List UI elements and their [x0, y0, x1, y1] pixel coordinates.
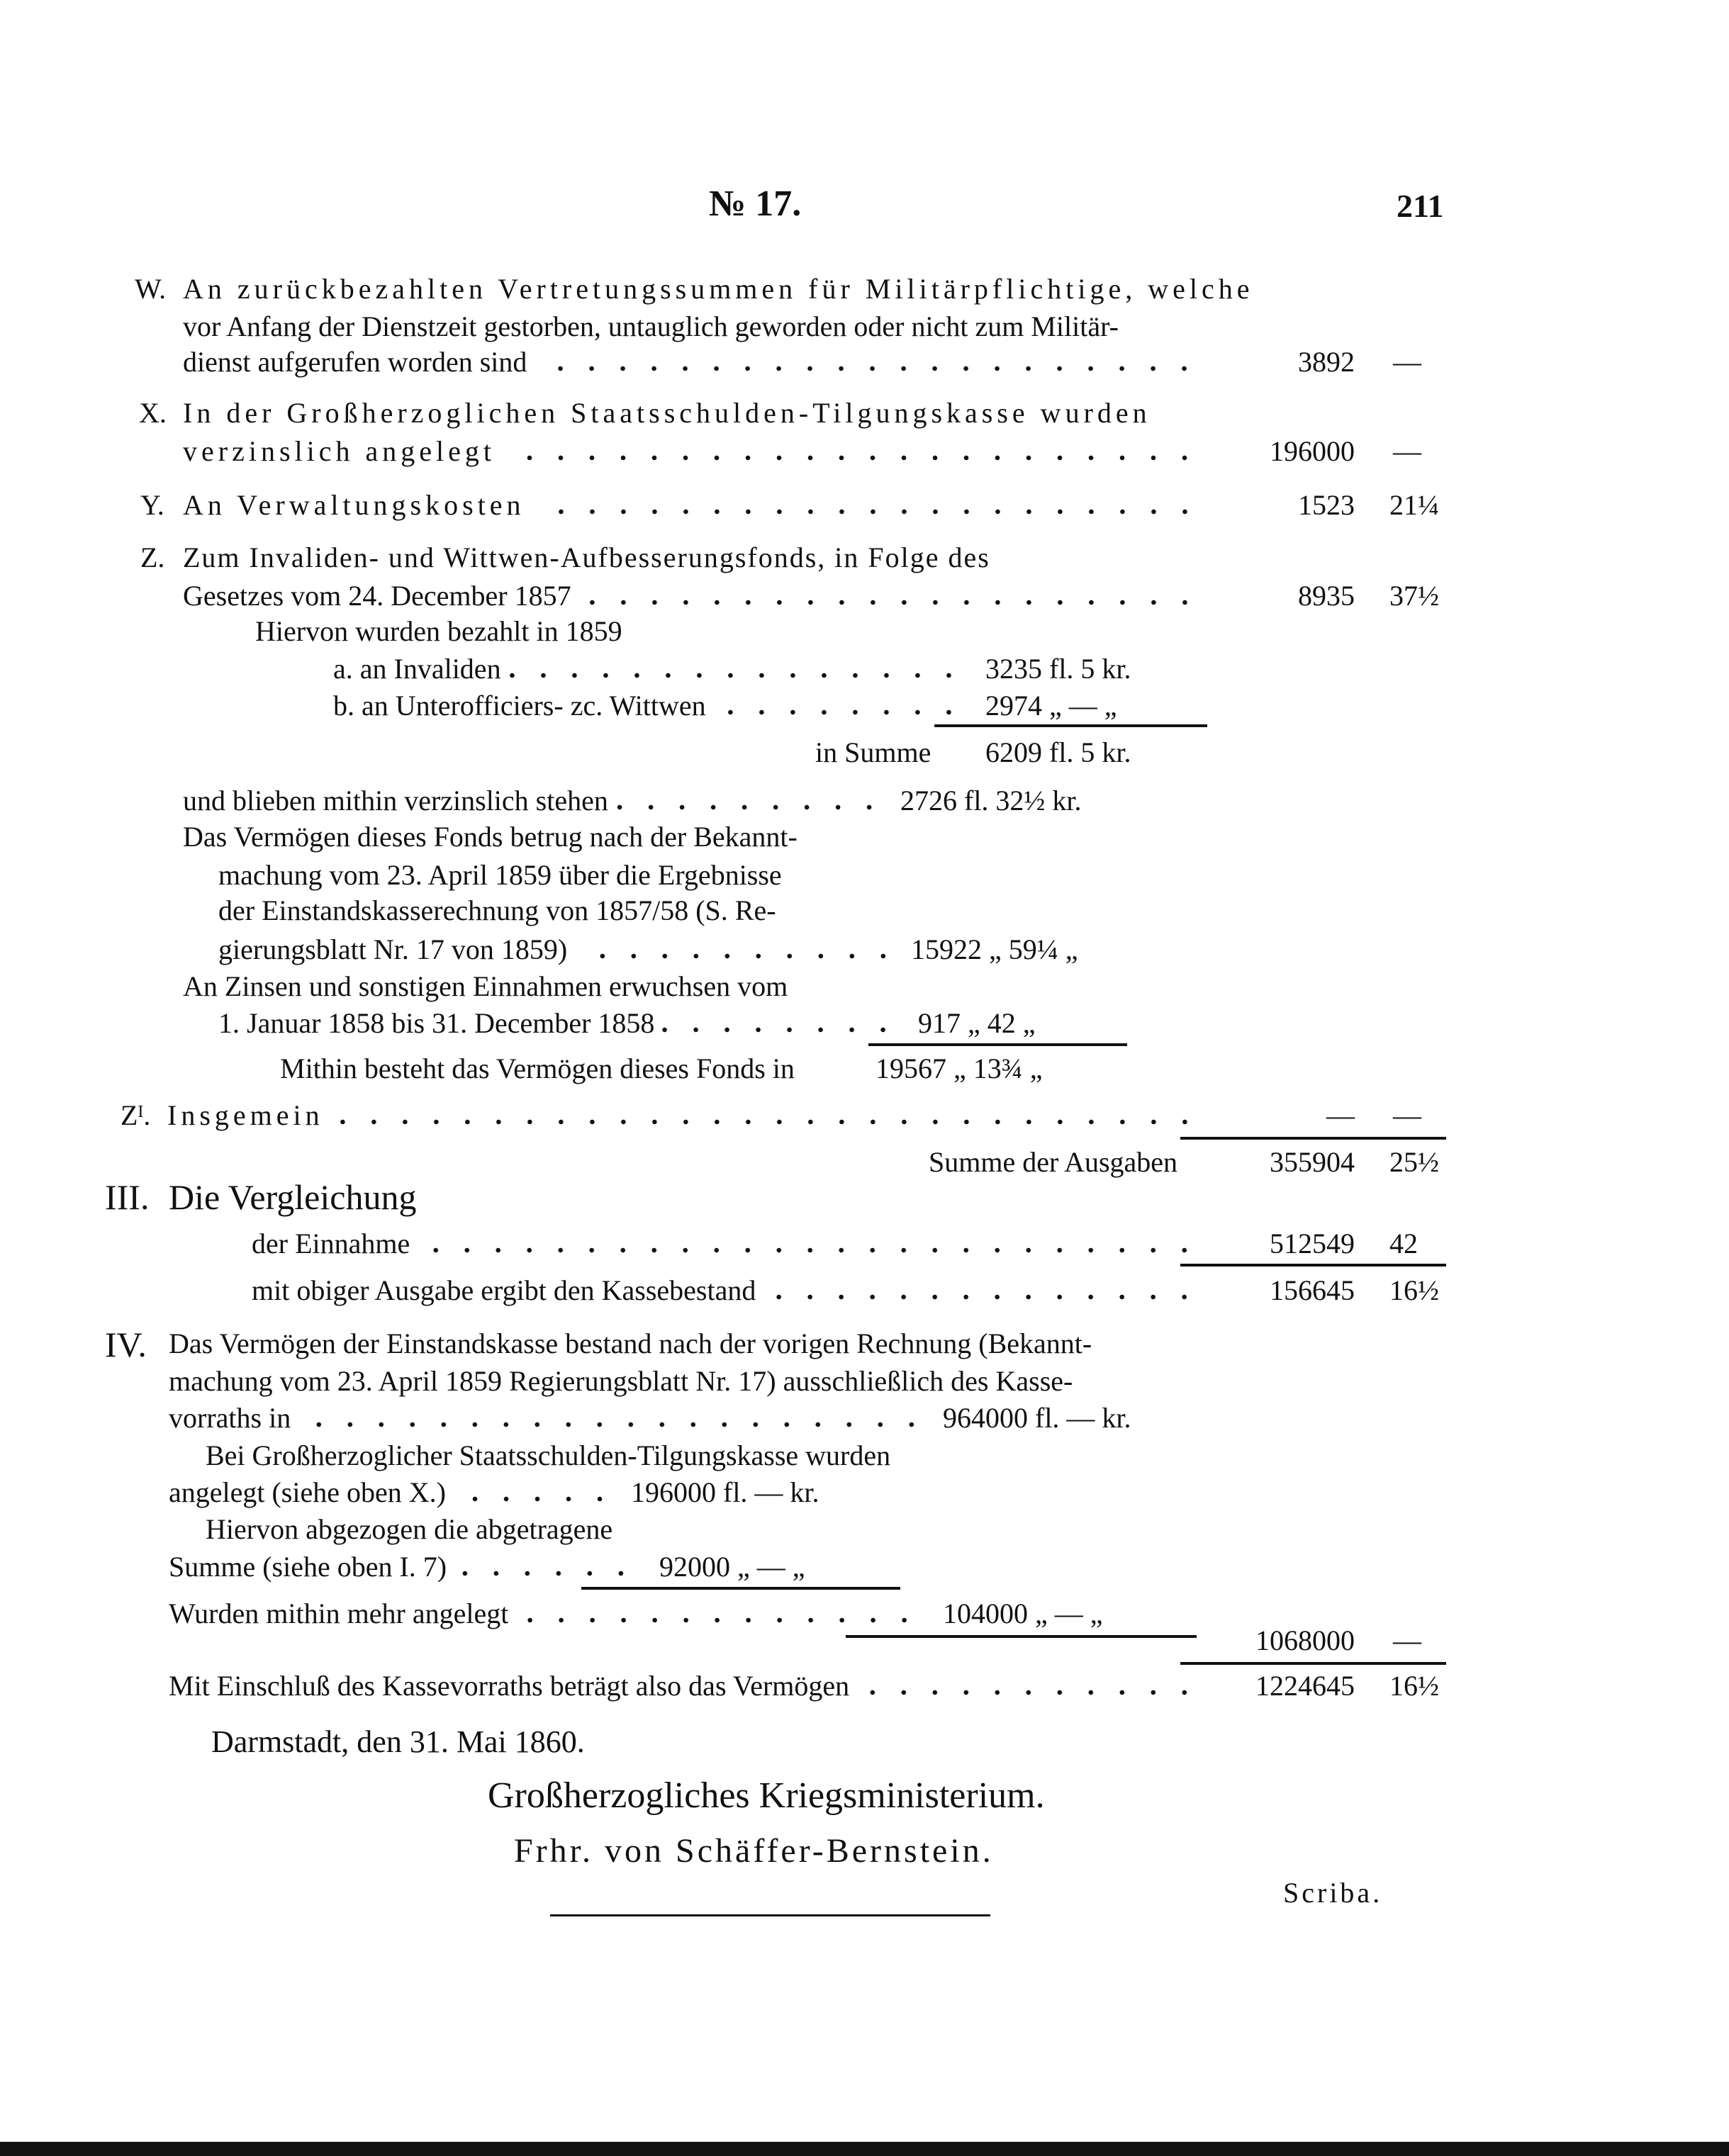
dot-leader — [454, 1571, 637, 1576]
sub-amount: 3235 fl. 5 kr. — [985, 653, 1131, 685]
section-text: Wurden mithin mehr angelegt — [169, 1598, 509, 1629]
fund-text: der Einstandskasserechnung von 1857/58 (S. Re- — [218, 894, 776, 926]
sub-amount: 917 „ 42 „ — [918, 1007, 1036, 1039]
dot-leader — [417, 1247, 1200, 1253]
entry-text: verzinslich angelegt — [183, 435, 496, 467]
sub-row — [333, 692, 971, 720]
entry-row — [183, 491, 1207, 520]
fund-text: machung vom 23. April 1859 über die Ergebnisse — [218, 859, 782, 891]
section-text: Bei Großherzoglicher Staatsschulden-Tilgungskasse wurden — [206, 1439, 891, 1471]
section-text: vorraths in — [169, 1402, 291, 1434]
sum-rule — [934, 724, 1207, 727]
dot-leader — [515, 1617, 920, 1623]
sub-amount: 2974 „ — „ — [985, 690, 1117, 722]
sum-rule — [1180, 1662, 1446, 1665]
dot-leader — [331, 1119, 1200, 1125]
sum-rule — [1180, 1137, 1446, 1140]
grand-total-row — [169, 1672, 1207, 1700]
amount-fl: 8935 — [1298, 580, 1355, 612]
sum-amount: 6209 fl. 5 kr. — [985, 736, 1131, 768]
section-text: machung vom 23. April 1859 Regierungsblatt Nr. 17) ausschließlich des Kasse- — [169, 1365, 1073, 1397]
paid-intro: Hiervon wurden bezahlt in 1859 — [255, 615, 622, 647]
amount-kr: — — [1393, 1624, 1421, 1656]
entry-letter: X. — [139, 397, 167, 429]
ministry-name: Großherzogliches Kriegsministerium. — [488, 1775, 1045, 1816]
sub-row — [169, 1600, 927, 1628]
sub-label: b. an Unterofficiers- zc. Wittwen — [333, 690, 706, 722]
sub-amount: 964000 fl. — kr. — [943, 1402, 1131, 1434]
sub-label: und blieben mithin verzinslich stehen — [183, 785, 608, 816]
amount-fl: 3892 — [1298, 346, 1355, 378]
amount-kr: 21¼ — [1389, 489, 1439, 521]
total-label: Mithin besteht das Vermögen dieses Fonds in — [280, 1052, 795, 1084]
sub-amount: 196000 fl. — kr. — [631, 1476, 819, 1508]
entry-text: mit obiger Ausgabe ergibt den Kassebestand — [252, 1274, 756, 1306]
section-text: angelegt (siehe oben X.) — [169, 1476, 446, 1508]
sub-amount: 2726 fl. 32½ kr. — [900, 785, 1082, 816]
dot-leader — [763, 1294, 1200, 1300]
section-text: Das Vermögen der Einstandskasse bestand nach der vorigen Rechnung (Bekannt- — [169, 1327, 1092, 1359]
sum-rule — [846, 1635, 1197, 1638]
amount-fl: 512549 — [1270, 1228, 1355, 1259]
dot-leader — [578, 600, 1200, 605]
sub-amount: 15922 „ 59¼ „ — [911, 933, 1078, 965]
countersign-name: Scriba. — [1283, 1877, 1383, 1909]
dot-leader — [508, 673, 964, 678]
entry-letter: Zᴵ. — [121, 1099, 151, 1131]
amount-fl: — — [1326, 1099, 1355, 1131]
entry-row — [252, 1230, 1207, 1258]
dot-leader — [615, 804, 885, 810]
grand-total-label: Mit Einschluß des Kassevorraths beträgt also das Vermögen — [169, 1670, 850, 1702]
amount-kr: 16½ — [1389, 1274, 1439, 1306]
sum-rule — [581, 1587, 900, 1590]
entry-letter: W. — [135, 273, 167, 305]
sub-row — [333, 655, 971, 683]
amount-kr: 37½ — [1389, 580, 1439, 612]
dot-leader — [298, 1422, 927, 1427]
amount-kr: — — [1393, 346, 1421, 378]
fund-text: gierungsblatt Nr. 17 von 1859) — [218, 933, 568, 965]
amount-fl: 1068000 — [1255, 1624, 1355, 1656]
expenses-total-fl: 355904 — [1270, 1146, 1355, 1178]
amount-fl: 1523 — [1298, 489, 1355, 521]
signer-name: Frhr. von Schäffer-Bernstein. — [514, 1832, 994, 1870]
entry-row — [183, 437, 1207, 466]
entry-row — [183, 582, 1207, 610]
entry-row — [167, 1101, 1207, 1130]
section-letter: IV. — [105, 1325, 147, 1364]
amount-kr: 42 — [1389, 1228, 1418, 1259]
dot-leader — [713, 709, 964, 715]
section-text: Summe (siehe oben I. 7) — [169, 1551, 447, 1583]
sub-row — [218, 933, 906, 965]
grand-total-fl: 1224645 — [1255, 1670, 1355, 1702]
page-number: 211 — [1397, 188, 1444, 224]
issue-number: № 17. — [709, 184, 802, 224]
fund-text: Das Vermögen dieses Fonds betrug nach der Bekannt- — [183, 821, 798, 853]
entry-text: Insgemein — [167, 1099, 324, 1131]
dot-leader — [534, 366, 1200, 371]
entry-text: vor Anfang der Dienstzeit gestorben, untauglich geworden oder nicht zum Militär- — [183, 310, 1119, 342]
entry-letter: Z. — [140, 541, 165, 573]
amount-fl: 156645 — [1270, 1274, 1355, 1306]
entry-letter: Y. — [140, 489, 164, 521]
entry-text: An zurückbezahlten Vertretungssummen für Militärpflichtige, welche — [183, 273, 1254, 305]
section-title: Die Vergleichung — [169, 1177, 417, 1217]
entry-text: der Einnahme — [252, 1228, 410, 1259]
section-letter: III. — [105, 1177, 150, 1217]
grand-total-kr: 16½ — [1389, 1670, 1439, 1702]
interest-text: 1. Januar 1858 bis 31. December 1858 — [218, 1007, 655, 1039]
amount-kr: — — [1393, 1099, 1421, 1131]
sub-row — [218, 1009, 906, 1038]
dot-leader — [856, 1690, 1200, 1695]
sub-amount: 92000 „ — „ — [659, 1551, 805, 1583]
entry-text: Gesetzes vom 24. December 1857 — [183, 580, 571, 612]
sub-row — [169, 1478, 622, 1507]
sub-row — [169, 1553, 644, 1581]
entry-text: An Verwaltungskosten — [183, 489, 525, 521]
sub-row — [169, 1404, 934, 1432]
interest-text: An Zinsen und sonstigen Einnahmen erwuchsen vom — [183, 970, 788, 1002]
sub-amount: 104000 „ — „ — [943, 1598, 1103, 1629]
sum-label: in Summe — [815, 736, 931, 768]
dot-leader — [574, 953, 899, 959]
entry-text: Zum Invaliden- und Wittwen-Aufbesserungsfonds, in Folge des — [183, 541, 990, 573]
section-text: Hiervon abgezogen die abgetragene — [206, 1513, 613, 1545]
sum-rule — [868, 1043, 1127, 1046]
expenses-total-label: Summe der Ausgaben — [929, 1146, 1178, 1178]
entry-text: In der Großherzoglichen Staatsschulden-Tilgungskasse wurden — [183, 397, 1151, 429]
sub-label: a. an Invaliden — [333, 653, 501, 685]
entry-text: dienst aufgerufen worden sind — [183, 346, 527, 378]
entry-row — [183, 348, 1207, 376]
dot-leader — [532, 509, 1200, 515]
place-date: Darmstadt, den 31. Mai 1860. — [211, 1724, 585, 1759]
scan-border — [0, 2142, 1729, 2156]
amount-kr: — — [1393, 435, 1421, 467]
sub-row — [183, 787, 892, 815]
dot-leader — [661, 1027, 899, 1033]
sum-rule — [1180, 1264, 1446, 1267]
amount-fl: 196000 — [1270, 435, 1355, 467]
expenses-total-kr: 25½ — [1389, 1146, 1439, 1178]
dot-leader — [453, 1496, 615, 1502]
total-amount: 19567 „ 13¾ „ — [875, 1052, 1043, 1084]
closing-rule — [550, 1914, 990, 1916]
entry-row — [252, 1276, 1207, 1305]
dot-leader — [503, 455, 1200, 461]
